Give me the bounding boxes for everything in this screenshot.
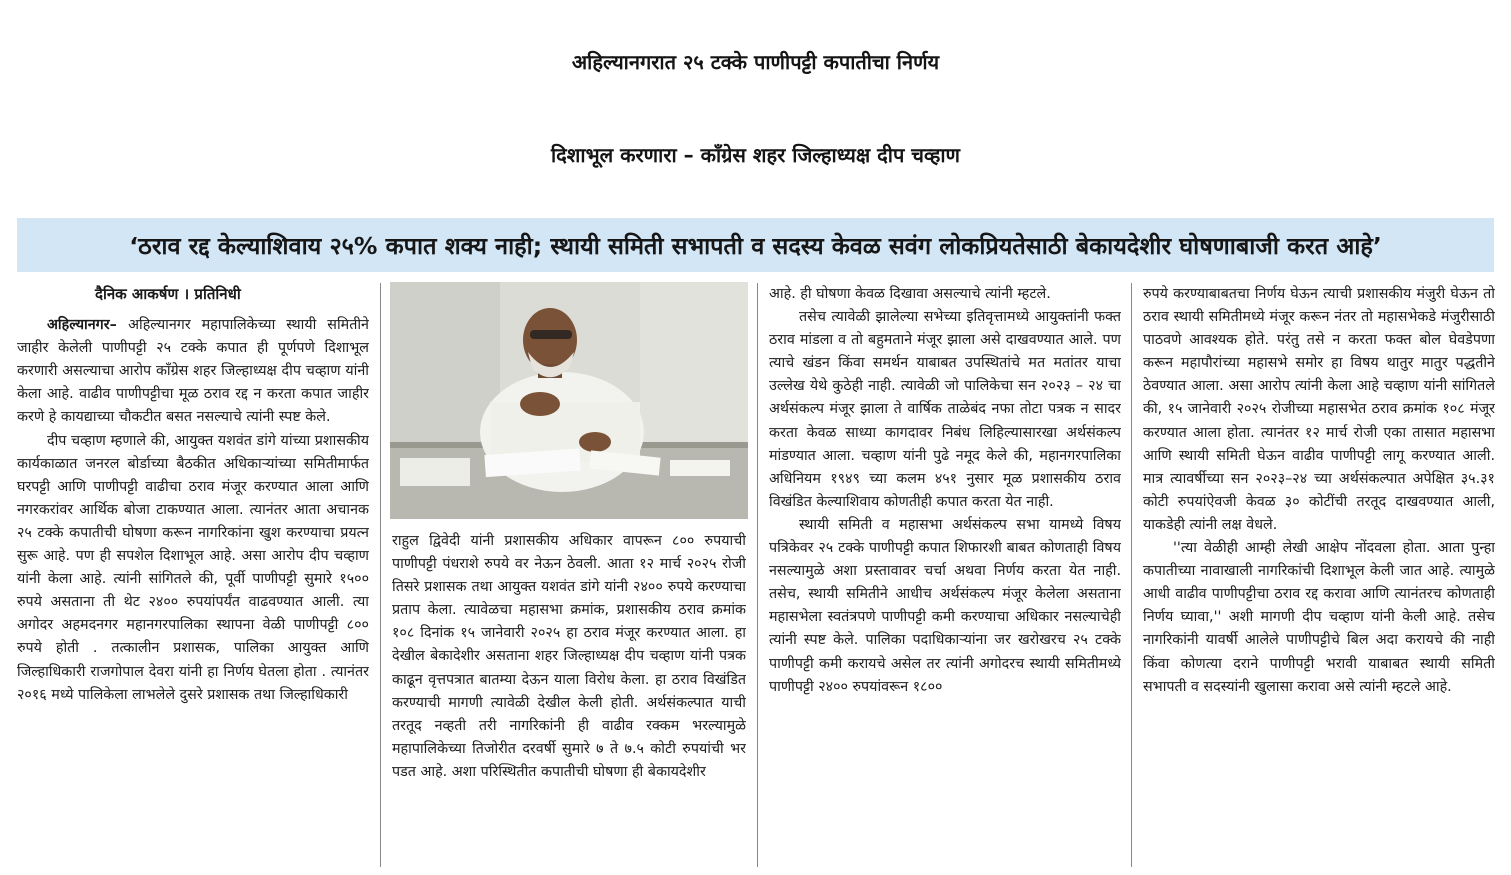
paragraph: दीप चव्हाण म्हणाले की, आयुक्त यशवंत डांगे यांच्या प्रशासकीय कार्यकाळात जनरल बोर्डाच्या बैठकीत अधिकाऱ्यांच्या समितीमार्फत घरपट्टी आणि पाणीपट्टी वाढीचा ठराव मंजूर करण्यात आला आणि नगरकरांवर आर्थिक बोजा टाकण्यात आला. त्यानंतर आता अचानक २५ टक्के कपातीची घोषणा करून नागरिकांना खुश करण्याचा प्रयत्न सुरू आहे. पण ही सपशेल दिशाभूल आहे. असा आरोप दीप चव्हाण यांनी केला आहे. त्यांनी सांगितले की, पूर्वी पाणीपट्टी सुमारे १५०० रुपये असताना ती थेट २४०० रुपयांपर्यंत वाढवण्यात आली. त्या अगोदर अहमदनगर महानगरपालिका स्थापना वेळी पाणीपट्टी ८०० रुपये होती . तत्कालीन प्रशासक, पालिका आयुक्त आणि जिल्हाधिकारी राजगोपाल देवरा यांनी हा निर्णय घेतला होता . त्यानंतर २०१६ मध्ये पालिकेला लाभलेले दुसरे प्रशासक तथा जिल्हाधिकारी <box>17 432 369 703</box>
headline-line-2: दिशाभूल करणारा – काँग्रेस शहर जिल्हाध्यक्ष दीप चव्हाण <box>550 143 961 167</box>
paragraph-text: अहिल्यानगर महापालिकेच्या स्थायी समितीने जाहीर केलेली पाणीपट्टी २५ टक्के कपात ही पूर्णपणे दिशाभूल करणारी असल्याचा आरोप काँग्रेस शहर जिल्हाध्यक्ष दीप चव्हाण यांनी केला आहे. वाढीव पाणीपट्टीचा मूळ ठराव रद्द न करता कपात जाहीर करणे हे कायद्याच्या चौकटीत बसत नसल्याचे त्यांनी स्पष्ट केले. <box>17 317 369 426</box>
person-at-desk-image <box>390 282 748 519</box>
paragraph: तसेच त्यावेळी झालेल्या सभेच्या इतिवृत्तामध्ये आयुक्तांनी फक्त ठराव मांडला व तो बहुमताने मंजूर झाला असे दाखवण्यात आले. पण त्याचे खंडन किंवा समर्थन याबाबत उपस्थितांचे मत मतांतर याचा उल्लेख येथे कुठेही नाही. त्यावेळी जो पालिकेचा सन २०२३ – २४ चा अर्थसंकल्प मंजूर झाला ते वार्षिक ताळेबंद नफा तोटा पत्रक न सादर करता केवळ साध्या कागदावर निबंध लिहिल्यासारखा अर्थसंकल्प मांडण्यात आला. चव्हाण यांनी पुढे नमूद केले की, महानगरपालिका अधिनियम १९४९ च्या कलम ४५१ नुसार मूळ प्रशासकीय ठराव विखंडित केल्याशिवाय कोणतीही कपात करता येत नाही. <box>769 309 1121 510</box>
article-photo <box>390 282 748 519</box>
byline: दैनिक आकर्षण । प्रतिनिधी <box>95 285 241 303</box>
paragraph: आहे. ही घोषणा केवळ दिखावा असल्याचे त्यांनी म्हटले. <box>769 286 1051 302</box>
article-column-1 <box>17 283 369 867</box>
dateline: अहिल्यानगर– <box>47 317 129 334</box>
article-column-3 <box>769 283 1121 867</box>
paragraph <box>17 314 369 429</box>
article-column-2 <box>392 530 746 867</box>
paragraph: रुपये करण्याबाबतचा निर्णय घेऊन त्याची प्रशासकीय मंजुरी घेऊन तो ठराव स्थायी समितीमध्ये मंजूर करून नंतर तो महासभेकडे मंजुरीसाठी पाठवणे आवश्यक होते. परंतु तसे न करता फक्त बोल घेवडेपणा करून महापौरांच्या महासभे समोर हा विषय थातुर मातुर पद्धतीने ठेवण्यात आला. असा आरोप त्यांनी केला आहे चव्हाण यांनी सांगितले की, १५ जानेवारी २०२५ रोजीच्या महासभेत ठराव क्रमांक १०८ मंजूर करण्यात आला होता. त्यानंतर १२ मार्च रोजी एका तासात महासभा आणि स्थायी समिती घेऊन वाढीव पाणीपट्टी लागू करण्यात आली. मात्र त्यावर्षीच्या सन २०२३–२४ च्या अर्थसंकल्पात अपेक्षित ३५.३१ कोटी रुपयांऐवजी केवळ ३० कोटींची तरतूद दाखवण्यात आली, याकडेही त्यांनी लक्ष वेधले. <box>1143 286 1495 533</box>
column-rule <box>380 283 381 867</box>
column-rule <box>757 283 758 867</box>
subheadline-strap: ‘ठराव रद्द केल्याशिवाय २५% कपात शक्य नाही; स्थायी समिती सभापती व सदस्य केवळ सवंग लोकप्रियतेसाठी बेकायदेशीर घोषणाबाजी करत आहे’ <box>17 218 1494 272</box>
article-column-4 <box>1143 283 1495 867</box>
paragraph: राहुल द्विवेदी यांनी प्रशासकीय अधिकार वापरून ८०० रुपयाची पाणीपट्टी पंधराशे रुपये वर नेऊन ठेवली. आता १२ मार्च २०२५ रोजी तिसरे प्रशासक तथा आयुक्त यशवंत डांगे यांनी २४०० रुपये करण्याचा प्रताप केला. त्यावेळचा महासभा क्रमांक, प्रशासकीय ठराव क्रमांक १०८ दिनांक १५ जानेवारी २०२५ हा ठराव मंजूर करण्यात आला. हा देखील बेकादेशीर असताना शहर जिल्हाध्यक्ष दीप चव्हाण यांनी पत्रक काढून वृत्तपत्रात बातम्या देऊन याला विरोध केला. हा ठराव विखंडित करण्याची मागणी त्यावेळी देखील केली होती. अर्थसंकल्पात याची तरतूद नव्हती तरी नागरिकांनी ही वाढीव रक्कम भरल्यामुळे महापालिकेच्या तिजोरीत दरवर्षी सुमारे ७ ते ७.५ कोटी रुपयांची भर पडत आहे. अशा परिस्थितीत कपातीची घोषणा ही बेकायदेशीर <box>392 533 746 780</box>
headline-line-1: अहिल्यानगरात २५ टक्के पाणीपट्टी कपातीचा निर्णय <box>571 50 940 74</box>
column-rule <box>1131 283 1132 867</box>
paragraph: ''त्या वेळीही आम्ही लेखी आक्षेप नोंदवला होता. आता पुन्हा कपातीच्या नावाखाली नागरिकांची दिशाभूल केली जात आहे. त्यामुळे आधी वाढीव पाणीपट्टीचा ठराव रद्द करावा आणि त्यानंतरच कोणताही निर्णय घ्यावा,'' अशी मागणी दीप चव्हाण यांनी केली आहे. तसेच नागरिकांनी यावर्षी आलेले पाणीपट्टीचे बिल अदा करायचे की नाही किंवा कोणत्या दराने पाणीपट्टी भरावी याबाबत स्थायी समिती सभापती व सदस्यांनी खुलासा करावा असे त्यांनी म्हटले आहे. <box>1143 540 1495 695</box>
paragraph: स्थायी समिती व महासभा अर्थसंकल्प सभा यामध्ये विषय पत्रिकेवर २५ टक्के पाणीपट्टी कपात शिफारशी बाबत कोणताही विषय नसल्यामुळे अशा प्रस्तावावर चर्चा अथवा निर्णय करता येत नाही. तसेच, स्थायी समितीने आधीच अर्थसंकल्प मंजूर केलेला असताना महासभेला स्वतंत्रपणे पाणीपट्टी कमी करण्याचा अधिकार नसल्याचेही त्यांनी स्पष्ट केले. पालिका पदाधिकाऱ्यांना जर खरोखरच २५ टक्के पाणीपट्टी कमी करायचे असेल तर त्यांनी अगोदरच स्थायी समितीमध्ये पाणीपट्टी २४०० रुपयांवरून १८०० <box>769 516 1121 695</box>
